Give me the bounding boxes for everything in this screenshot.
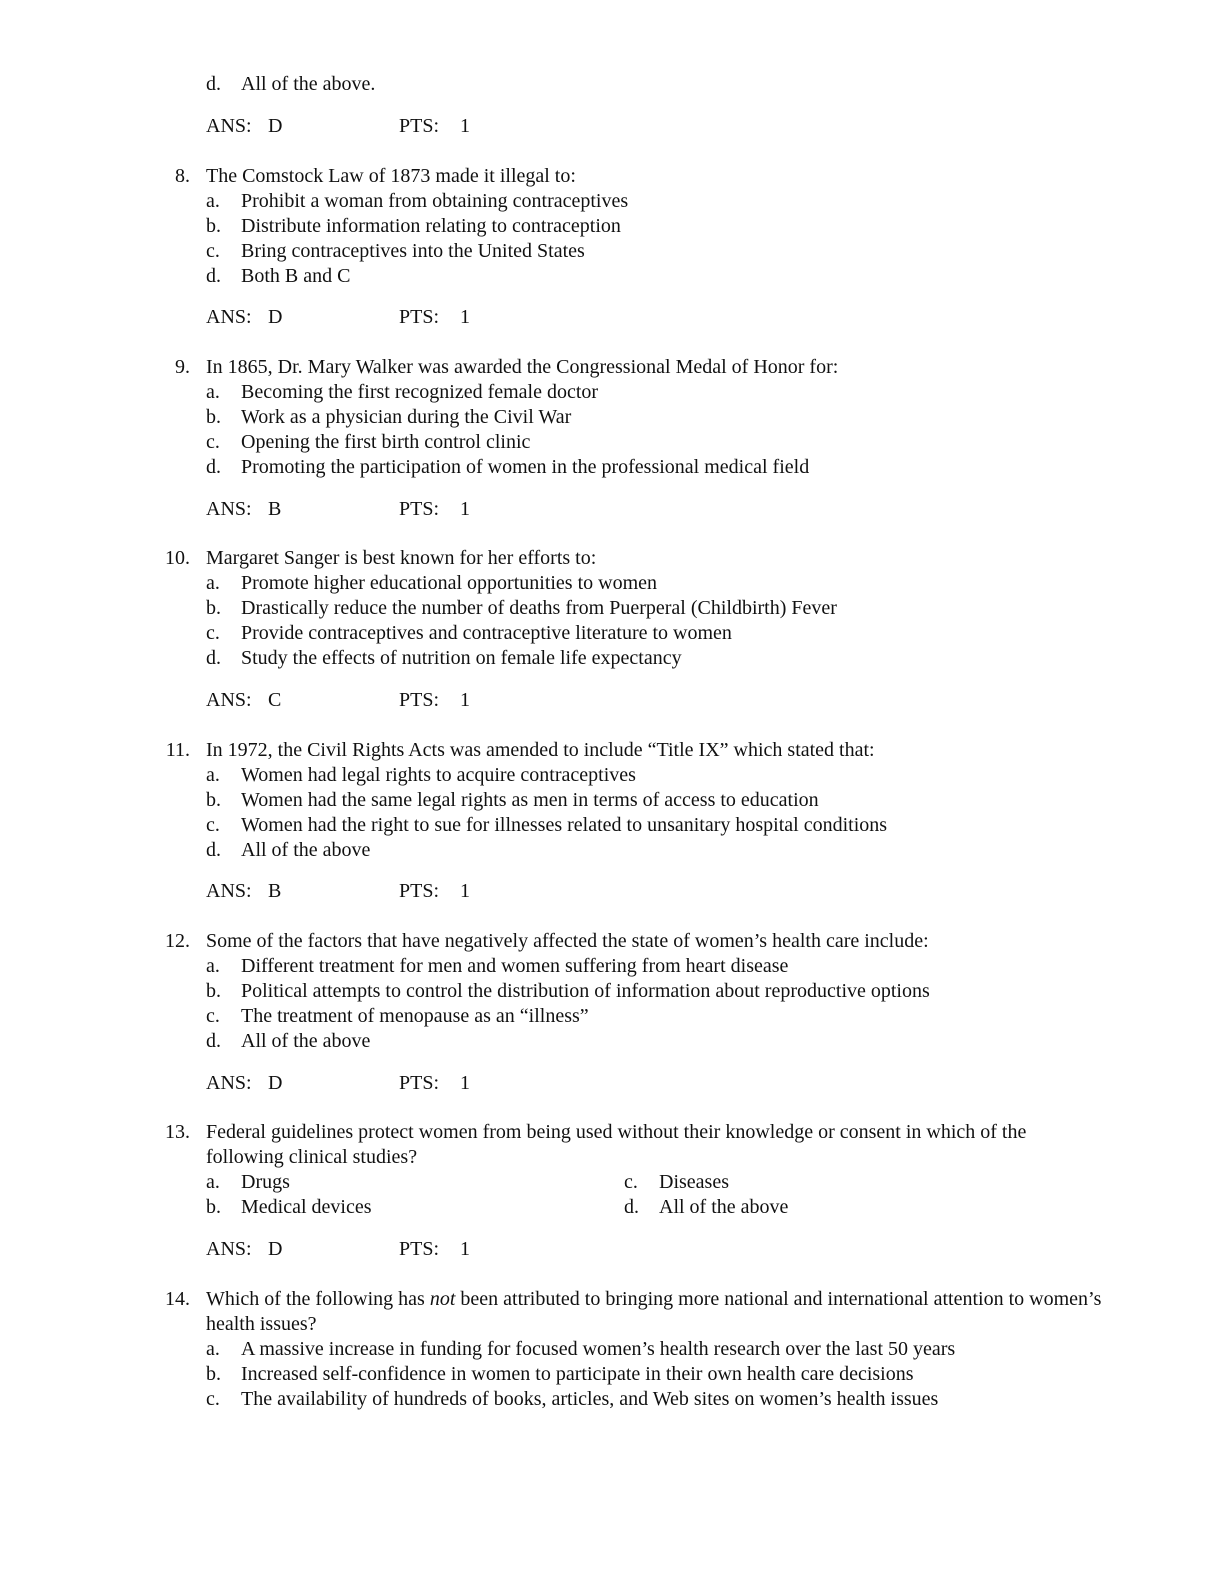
question-9 xyxy=(150,355,1110,480)
option-text: Both B and C xyxy=(241,265,351,287)
question-number: 11. xyxy=(165,739,190,761)
ans-value: D xyxy=(268,1238,283,1260)
pts-label: PTS: xyxy=(399,1072,440,1094)
question-stem: Federal guidelines protect women from being used without their knowledge or consent in which of the following clinical studies? xyxy=(206,1121,1027,1168)
question-12 xyxy=(150,929,1110,1054)
option-letter: d. xyxy=(206,839,221,861)
option-text: Work as a physician during the Civil War xyxy=(241,406,572,428)
option-a xyxy=(150,189,1110,214)
option-text: All of the above xyxy=(241,839,371,861)
option-letter: c. xyxy=(206,431,220,453)
option-a xyxy=(150,763,1110,788)
question-10 xyxy=(150,546,1110,671)
option-letter: c. xyxy=(624,1171,638,1193)
option-letter: b. xyxy=(206,215,221,237)
option-text: Women had the right to sue for illnesses related to unsanitary hospital conditions xyxy=(241,814,888,836)
option-c xyxy=(150,621,1110,646)
question-number: 13. xyxy=(165,1121,190,1143)
option-text: Bring contraceptives into the United States xyxy=(241,240,585,262)
option-b xyxy=(150,788,1110,813)
option-d xyxy=(150,838,1110,863)
question-number: 14. xyxy=(165,1288,190,1310)
option-letter: a. xyxy=(206,955,220,977)
pts-value: 1 xyxy=(460,689,470,711)
ans-label: ANS: xyxy=(206,306,252,328)
option-a xyxy=(150,1337,1110,1362)
option-text: Study the effects of nutrition on female life expectancy xyxy=(241,647,682,669)
question-stem: In 1865, Dr. Mary Walker was awarded the Congressional Medal of Honor for: xyxy=(206,356,839,378)
option-letter: b. xyxy=(206,980,221,1002)
option-text: All of the above. xyxy=(241,73,376,95)
option-letter: a. xyxy=(206,764,220,786)
option-a xyxy=(150,571,1110,596)
ans-value: C xyxy=(268,689,282,711)
option-letter: c. xyxy=(206,622,220,644)
option-letter: a. xyxy=(206,190,220,212)
option-text: Women had legal rights to acquire contraceptives xyxy=(241,764,636,786)
option-letter: c. xyxy=(206,240,220,262)
pts-label: PTS: xyxy=(399,880,440,902)
pts-value: 1 xyxy=(460,306,470,328)
option-text: Increased self-confidence in women to participate in their own health care decisions xyxy=(241,1363,914,1385)
option-b xyxy=(150,596,1110,621)
option-text: Promoting the participation of women in the professional medical field xyxy=(241,456,810,478)
option-text: Different treatment for men and women suffering from heart disease xyxy=(241,955,789,977)
option-letter: d. xyxy=(206,456,221,478)
ans-value: D xyxy=(268,1072,283,1094)
option-text: Drastically reduce the number of deaths from Puerperal (Childbirth) Fever xyxy=(241,597,837,619)
option-letter: b. xyxy=(206,1363,221,1385)
question-number: 12. xyxy=(165,930,190,952)
option-d xyxy=(150,455,1110,480)
option-letter: d. xyxy=(206,73,221,95)
ans-value: B xyxy=(268,880,282,902)
ans-value: B xyxy=(268,498,282,520)
pts-value: 1 xyxy=(460,498,470,520)
option-b xyxy=(150,1362,1110,1387)
question-number: 8. xyxy=(175,165,190,187)
question-13 xyxy=(150,1120,1110,1220)
option-text: Medical devices xyxy=(241,1196,372,1218)
option-text: All of the above xyxy=(241,1030,371,1052)
option-b xyxy=(150,979,1110,1004)
option-d xyxy=(150,72,1110,97)
pts-value: 1 xyxy=(460,115,470,137)
option-c xyxy=(150,239,1110,264)
question-7-fragment xyxy=(150,72,1110,97)
question-stem-emphasis: not xyxy=(429,1288,456,1310)
question-stem xyxy=(206,1287,1106,1337)
option-letter: c. xyxy=(206,1005,220,1027)
pts-label: PTS: xyxy=(399,498,440,520)
question-11 xyxy=(150,738,1110,863)
option-text: Women had the same legal rights as men in terms of access to education xyxy=(241,789,819,811)
pts-value: 1 xyxy=(460,1238,470,1260)
option-letter: a. xyxy=(206,572,220,594)
option-letter: c. xyxy=(206,1388,220,1410)
question-stem: In 1972, the Civil Rights Acts was amended to include “Title IX” which stated that: xyxy=(206,739,875,761)
pts-label: PTS: xyxy=(399,689,440,711)
pts-label: PTS: xyxy=(399,1238,440,1260)
question-stem: Margaret Sanger is best known for her efforts to: xyxy=(206,547,597,569)
question-stem: The Comstock Law of 1873 made it illegal to: xyxy=(206,165,576,187)
option-letter: d. xyxy=(206,265,221,287)
option-letter: b. xyxy=(206,406,221,428)
ans-label: ANS: xyxy=(206,880,252,902)
question-8 xyxy=(150,164,1110,289)
option-d xyxy=(150,646,1110,671)
option-c xyxy=(150,1004,1110,1029)
option-text: All of the above xyxy=(659,1196,789,1218)
option-c xyxy=(150,1387,1110,1412)
ans-label: ANS: xyxy=(206,689,252,711)
option-a xyxy=(150,954,1110,979)
option-text: Political attempts to control the distribution of information about reproductive options xyxy=(241,980,930,1002)
option-text: Diseases xyxy=(659,1171,729,1193)
option-text: The availability of hundreds of books, articles, and Web sites on women’s health issues xyxy=(241,1388,939,1410)
option-letter: d. xyxy=(206,1030,221,1052)
option-letter: a. xyxy=(206,1338,220,1360)
option-text: Prohibit a woman from obtaining contraceptives xyxy=(241,190,629,212)
option-b xyxy=(150,405,1110,430)
option-a xyxy=(150,380,1110,405)
option-letter: b. xyxy=(206,597,221,619)
option-d xyxy=(150,1029,1110,1054)
option-letter: a. xyxy=(206,381,220,403)
pts-label: PTS: xyxy=(399,306,440,328)
ans-label: ANS: xyxy=(206,1238,252,1260)
question-number: 9. xyxy=(175,356,190,378)
ans-value: D xyxy=(268,306,283,328)
option-letter: d. xyxy=(624,1196,639,1218)
option-text: Provide contraceptives and contraceptive literature to women xyxy=(241,622,732,644)
option-letter: c. xyxy=(206,814,220,836)
option-d xyxy=(150,264,1110,289)
ans-value: D xyxy=(268,115,283,137)
option-b xyxy=(150,214,1110,239)
ans-label: ANS: xyxy=(206,115,252,137)
option-text: Promote higher educational opportunities to women xyxy=(241,572,658,594)
option-letter: b. xyxy=(206,789,221,811)
option-text: Becoming the first recognized female doctor xyxy=(241,381,599,403)
option-text: A massive increase in funding for focused women’s health research over the last 50 years xyxy=(241,1338,956,1360)
ans-label: ANS: xyxy=(206,1072,252,1094)
question-stem-end: been attributed to bringing more national and international attention to women’s health issues? xyxy=(206,1288,1102,1335)
option-grid xyxy=(150,1170,1110,1220)
option-letter: d. xyxy=(206,647,221,669)
option-c xyxy=(150,813,1110,838)
option-letter: a. xyxy=(206,1171,220,1193)
question-stem: Some of the factors that have negatively affected the state of women’s health care include: xyxy=(206,930,929,952)
pts-value: 1 xyxy=(460,1072,470,1094)
question-number: 10. xyxy=(165,547,190,569)
option-c xyxy=(150,430,1110,455)
pts-label: PTS: xyxy=(399,115,440,137)
option-text: Distribute information relating to contraception xyxy=(241,215,621,237)
option-text: Drugs xyxy=(241,1171,290,1193)
question-stem-start: Which of the following has xyxy=(206,1288,430,1310)
option-text: Opening the first birth control clinic xyxy=(241,431,531,453)
ans-label: ANS: xyxy=(206,498,252,520)
pts-value: 1 xyxy=(460,880,470,902)
option-letter: b. xyxy=(206,1196,221,1218)
option-text: The treatment of menopause as an “illness” xyxy=(241,1005,589,1027)
question-14 xyxy=(150,1287,1110,1412)
